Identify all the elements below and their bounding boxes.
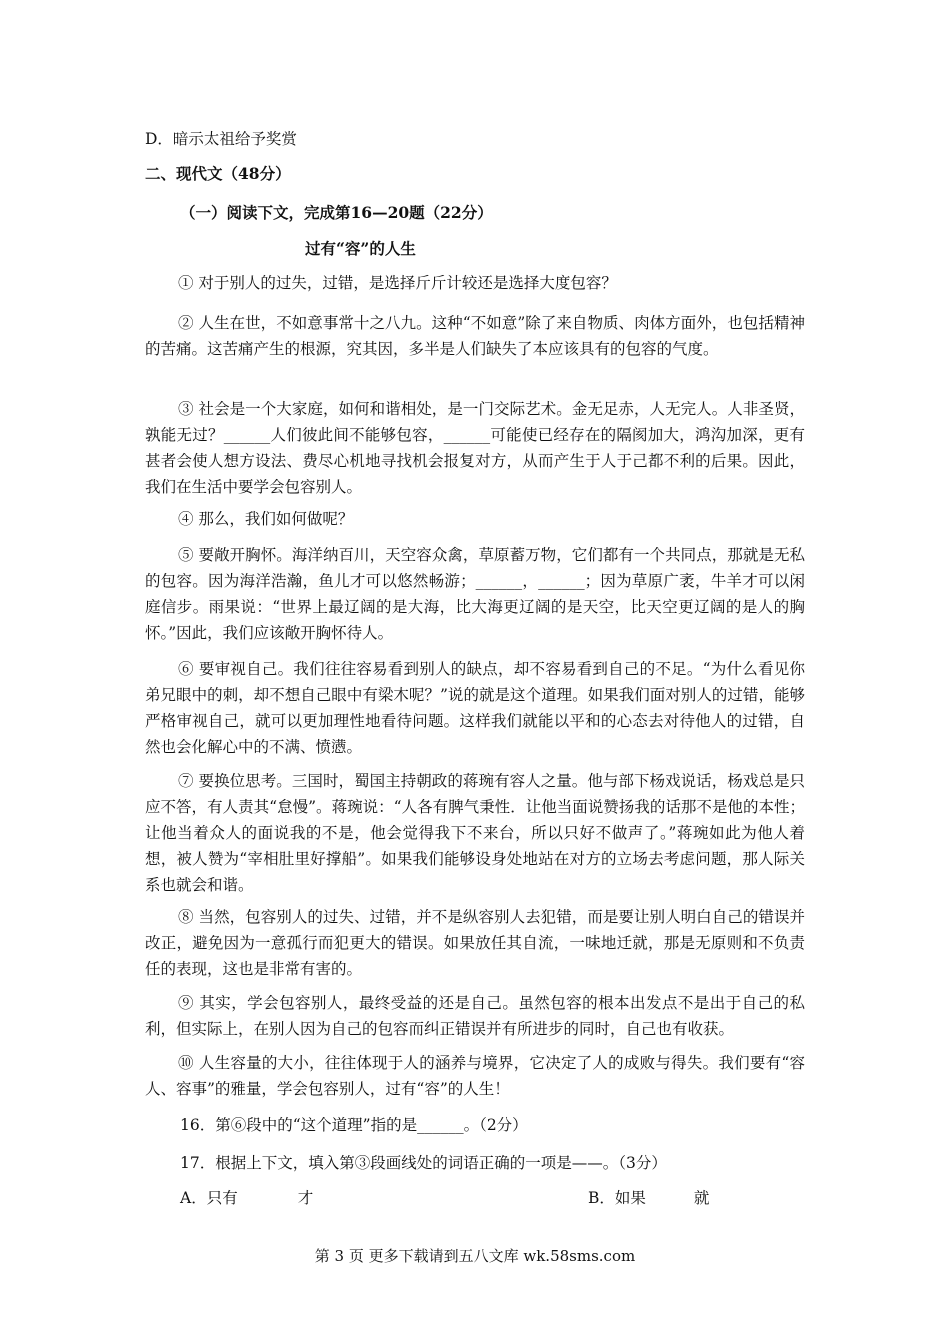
paragraph-7: ⑦ 要换位思考。三国时，蜀国主持朝政的蒋琬有容人之量。他与部下杨戏说话，杨戏总是只应不答，有人责其“怠慢”。蒋琬说：“人各有脾气秉性．让他当面说赞扬我的话那不是他的本性；让他当着众人的面说我的不是，他会觉得我下不来台，所以只好不做声了。”蒋琬如此为他人着想，被人赞为“宰相肚里好撑船”。如果我们能够设身处地站在对方的立场去考虑问题，那人际关系也就会和谐。 [145,772,805,894]
option-b [588,1185,709,1211]
option-d: D．暗示太祖给予奖赏 [145,130,297,148]
paragraph-6: ⑥ 要审视自己。我们往往容易看到别人的缺点，却不容易看到自己的不足。“为什么看见你弟兄眼中的刺，却不想自己眼中有梁木呢？”说的就是这个道理。如果我们面对别人的过错，能够严格审视自己，就可以更加理性地看待问题。这样我们就能以平和的心态去对待他人的过错，自然也会化解心中的不满、愤懑。 [145,660,805,756]
option-b-label: B．如果 [588,1189,646,1207]
question-16: 16．第⑥段中的“这个道理”指的是______。（2分） [180,1116,528,1134]
paragraph-1: ① 对于别人的过失，过错，是选择斤斤计较还是选择大度包容？ [178,274,617,292]
option-b-word: 就 [693,1189,710,1207]
article-title: 过有“容”的人生 [305,239,416,258]
paragraph-9: ⑨ 其实，学会包容别人，最终受益的还是自己。虽然包容的根本出发点不是出于自己的私利，但实际上，在别人因为自己的包容而纠正错误并有所进步的同时，自己也有收获。 [145,994,805,1038]
option-a-label: A．只有 [180,1189,238,1207]
section-heading: 二、现代文（48分） [145,164,291,183]
option-a [180,1185,313,1211]
paragraph-8: ⑧ 当然，包容别人的过失、过错，并不是纵容别人去犯错，而是要让别人明白自己的错误并改正，避免因为一意孤行而犯更大的错误。如果放任其自流，一味地迁就，那是无原则和不负责任的表现，这也是非常有害的。 [145,908,805,978]
paragraph-2: ② 人生在世，不如意事常十之八九。这种“不如意”除了来自物质、肉体方面外，也包括精神的苦痛。这苦痛产生的根源，究其因，多半是人们缺失了本应该具有的包容的气度。 [145,314,805,358]
paragraph-5: ⑤ 要敞开胸怀。海洋纳百川，天空容众禽，草原蓄万物，它们都有一个共同点，那就是无私的包容。因为海洋浩瀚，鱼儿才可以悠然畅游；______，______；因为草原广袤，牛羊才可以闲庭信步。雨果说：“世界上最辽阔的是大海，比大海更辽阔的是天空，比天空更辽阔的是人的胸怀。”因此，我们应该敞开胸怀待人。 [145,546,805,642]
question-17: 17．根据上下文，填入第③段画线处的词语正确的一项是——。（3分） [180,1154,667,1172]
option-a-word: 才 [297,1189,314,1207]
page-footer: 第 3 页 更多下载请到五八文库 wk.58sms.com [314,1247,636,1265]
paragraph-3: ③ 社会是一个大家庭，如何和谐相处，是一门交际艺术。金无足赤，人无完人。人非圣贤，孰能无过？______人们彼此间不能够包容，______可能使已经存在的隔阂加大，鸿沟加深，更有甚者会使人想方设法、费尽心机地寻找机会报复对方，从而产生于人于己都不利的后果。因此，我们在生活中要学会包容别人。 [145,400,805,496]
subsection-heading: （一）阅读下文，完成第16—20题（22分） [180,203,493,222]
paragraph-10: ⑩ 人生容量的大小，往往体现于人的涵养与境界，它决定了人的成败与得失。我们要有“容人、容事”的雅量，学会包容别人，过有“容”的人生！ [145,1054,805,1098]
paragraph-4: ④ 那么，我们如何做呢？ [178,510,354,528]
